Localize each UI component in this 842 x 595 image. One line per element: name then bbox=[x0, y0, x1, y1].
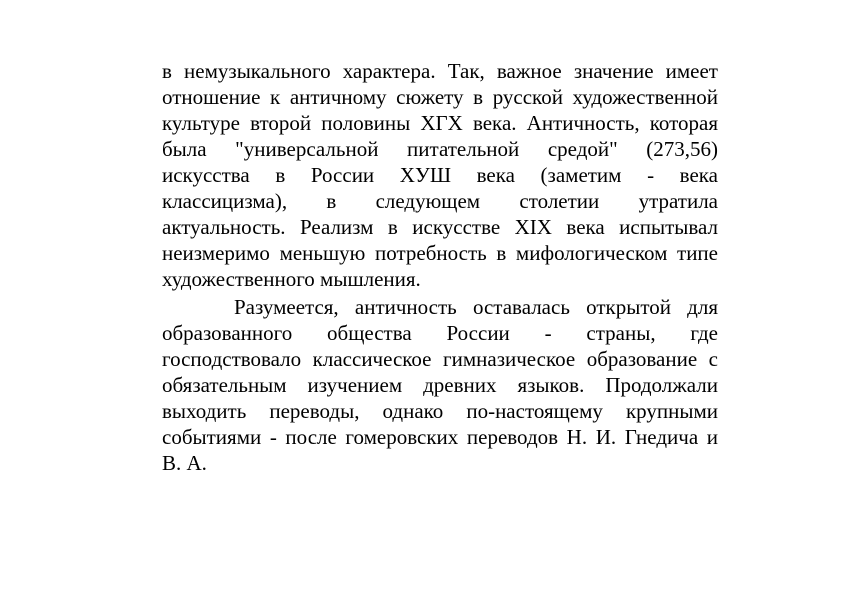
text-line: обязательным изучением древних языков. Продолжали bbox=[162, 373, 718, 397]
body-text bbox=[162, 58, 718, 476]
text-line: культуре второй половины ХГХ века. Античность, которая bbox=[162, 111, 718, 135]
text-line: господствовало классическое гимназическое образование с bbox=[162, 347, 718, 371]
text-line: выходить переводы, однако по-настоящему крупными bbox=[162, 399, 718, 423]
text-line: неизмеримо меньшую потребность в мифологическом типе bbox=[162, 241, 718, 265]
text-line: актуальность. Реализм в искусстве XIX века испытывал bbox=[162, 215, 718, 239]
text-line: классицизма), в следующем столетии утратила bbox=[162, 189, 718, 213]
text-line: была "универсальной питательной средой" (273,56) bbox=[162, 137, 718, 161]
paragraph-1 bbox=[162, 58, 718, 292]
text-line: образованного общества России - страны, где bbox=[162, 321, 718, 345]
paragraph-2 bbox=[162, 294, 718, 476]
text-line: событиями - после гомеровских переводов Н. И. Гнедича и bbox=[162, 425, 718, 449]
text-line: искусства в России ХУШ века (заметим - века bbox=[162, 163, 718, 187]
text-line: художественного мышления. bbox=[162, 267, 421, 291]
text-line: В. А. bbox=[162, 451, 207, 475]
text-line: отношение к античному сюжету в русской художественной bbox=[162, 85, 718, 109]
text-line: в немузыкального характера. Так, важное значение имеет bbox=[162, 59, 718, 83]
text-line: Разумеется, античность оставалась открытой для bbox=[234, 295, 718, 319]
